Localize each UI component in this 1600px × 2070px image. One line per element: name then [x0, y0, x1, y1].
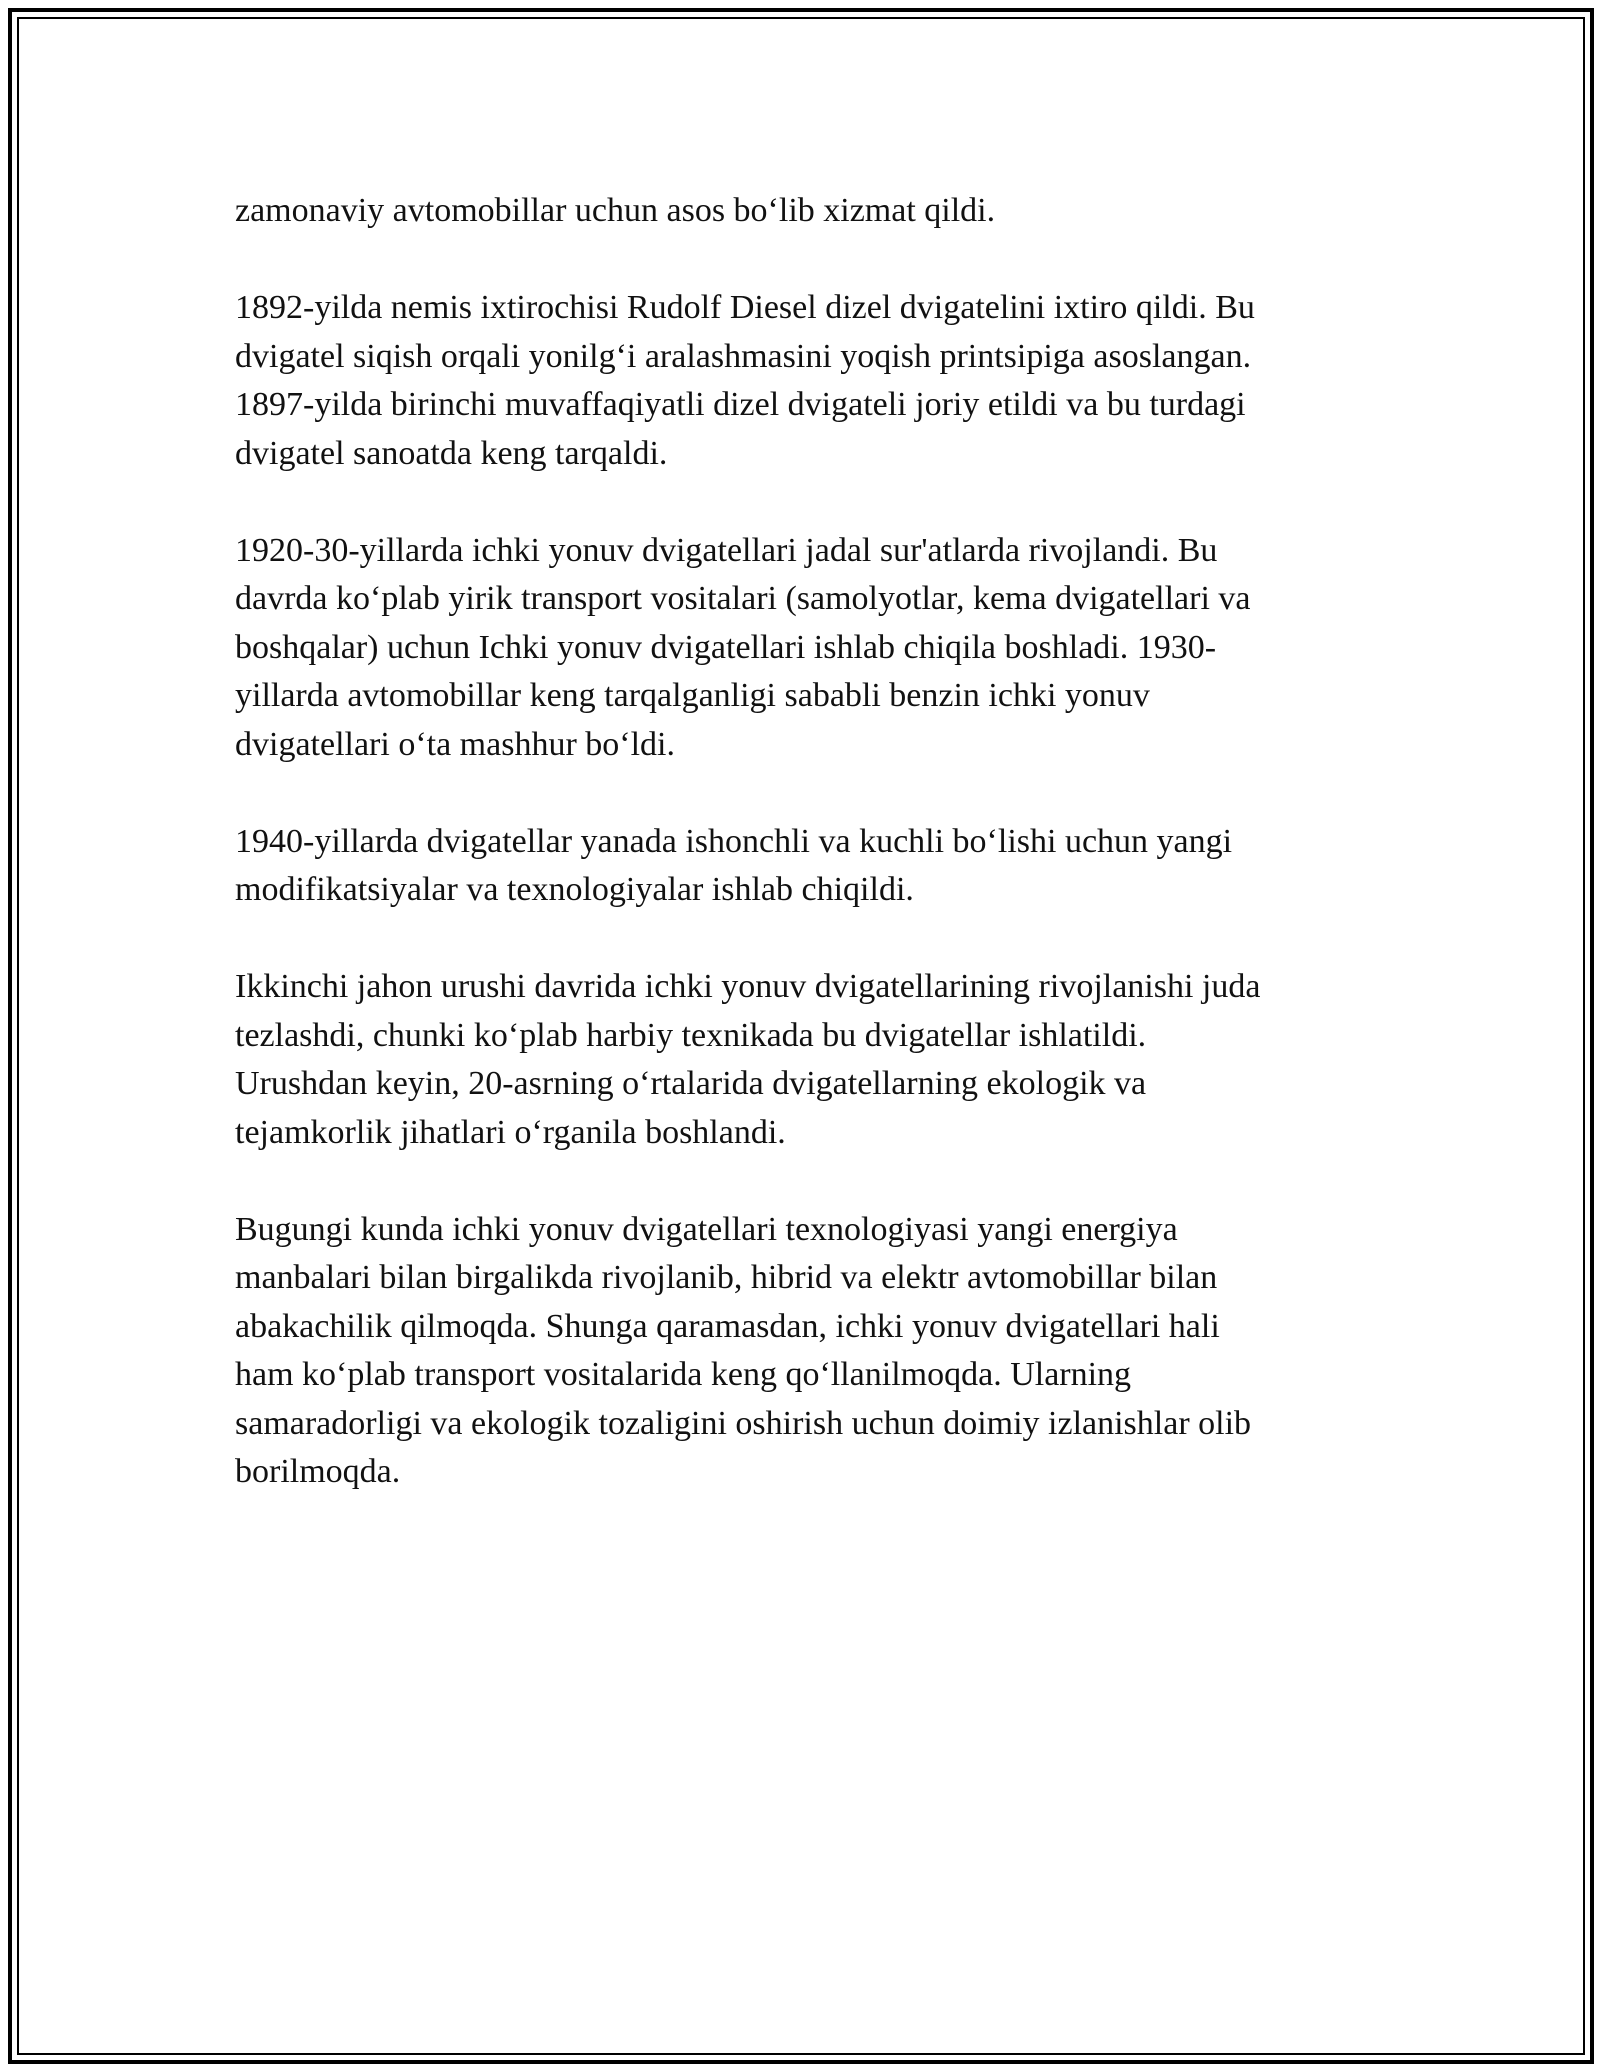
paragraph: 1892-yilda nemis ixtirochisi Rudolf Diesel dizel dvigatelini ixtiro qildi. Bu dvigatel siqish orqali yonilg‘i aralashmasini yoqish printsipiga asoslangan. 1897-yilda birinchi muvaffaqiyatli dizel dvigateli joriy etildi va bu turdagi dvigatel sanoatda keng tarqaldi.: [235, 289, 1255, 472]
paragraph: 1920-30-yillarda ichki yonuv dvigatellari jadal sur'atlarda rivojlandi. Bu davrda ko‘plab yirik transport vositalari (samolyotlar, kema dvigatellari va boshqalar) uchun Ichki yonuv dvigatellari ishlab chiqila boshladi. 1930- yillarda avtomobillar keng tarqalganligi sababli benzin ichki yonuv dvigatellari o‘ta mashhur bo‘ldi.: [235, 531, 1251, 763]
paragraph: Bugungi kunda ichki yonuv dvigatellari texnologiyasi yangi energiya manbalari bilan birgalikda rivojlanib, hibrid va elektr avtomobillar bilan abakachilik qilmoqda. Shunga qaramasdan, ichki yonuv dvigatellari hali ham ko‘plab transport vositalarida keng qo‘llanilmoqda. Ularning samaradorligi va ekologik tozaligini oshirish uchun doimiy izlanishlar olib borilmoqda.: [235, 1210, 1252, 1490]
paragraph: 1940-yillarda dvigatellar yanada ishonchli va kuchli bo‘lishi uchun yangi modifikatsiyalar va texnologiyalar ishlab chiqildi.: [235, 822, 1233, 908]
paragraph: Ikkinchi jahon urushi davrida ichki yonuv dvigatellarining rivojlanishi juda tezlashdi, chunki ko‘plab harbiy texnikada bu dvigatellar ishlatildi. Urushdan keyin, 20-asrning o‘rtalarida dvigatellarning ekologik va tejamkorlik jihatlari o‘rganila boshlandi.: [235, 968, 1261, 1151]
paragraph: zamonaviy avtomobillar uchun asos bo‘lib xizmat qildi.: [235, 192, 996, 229]
document-body: [235, 187, 1355, 1545]
